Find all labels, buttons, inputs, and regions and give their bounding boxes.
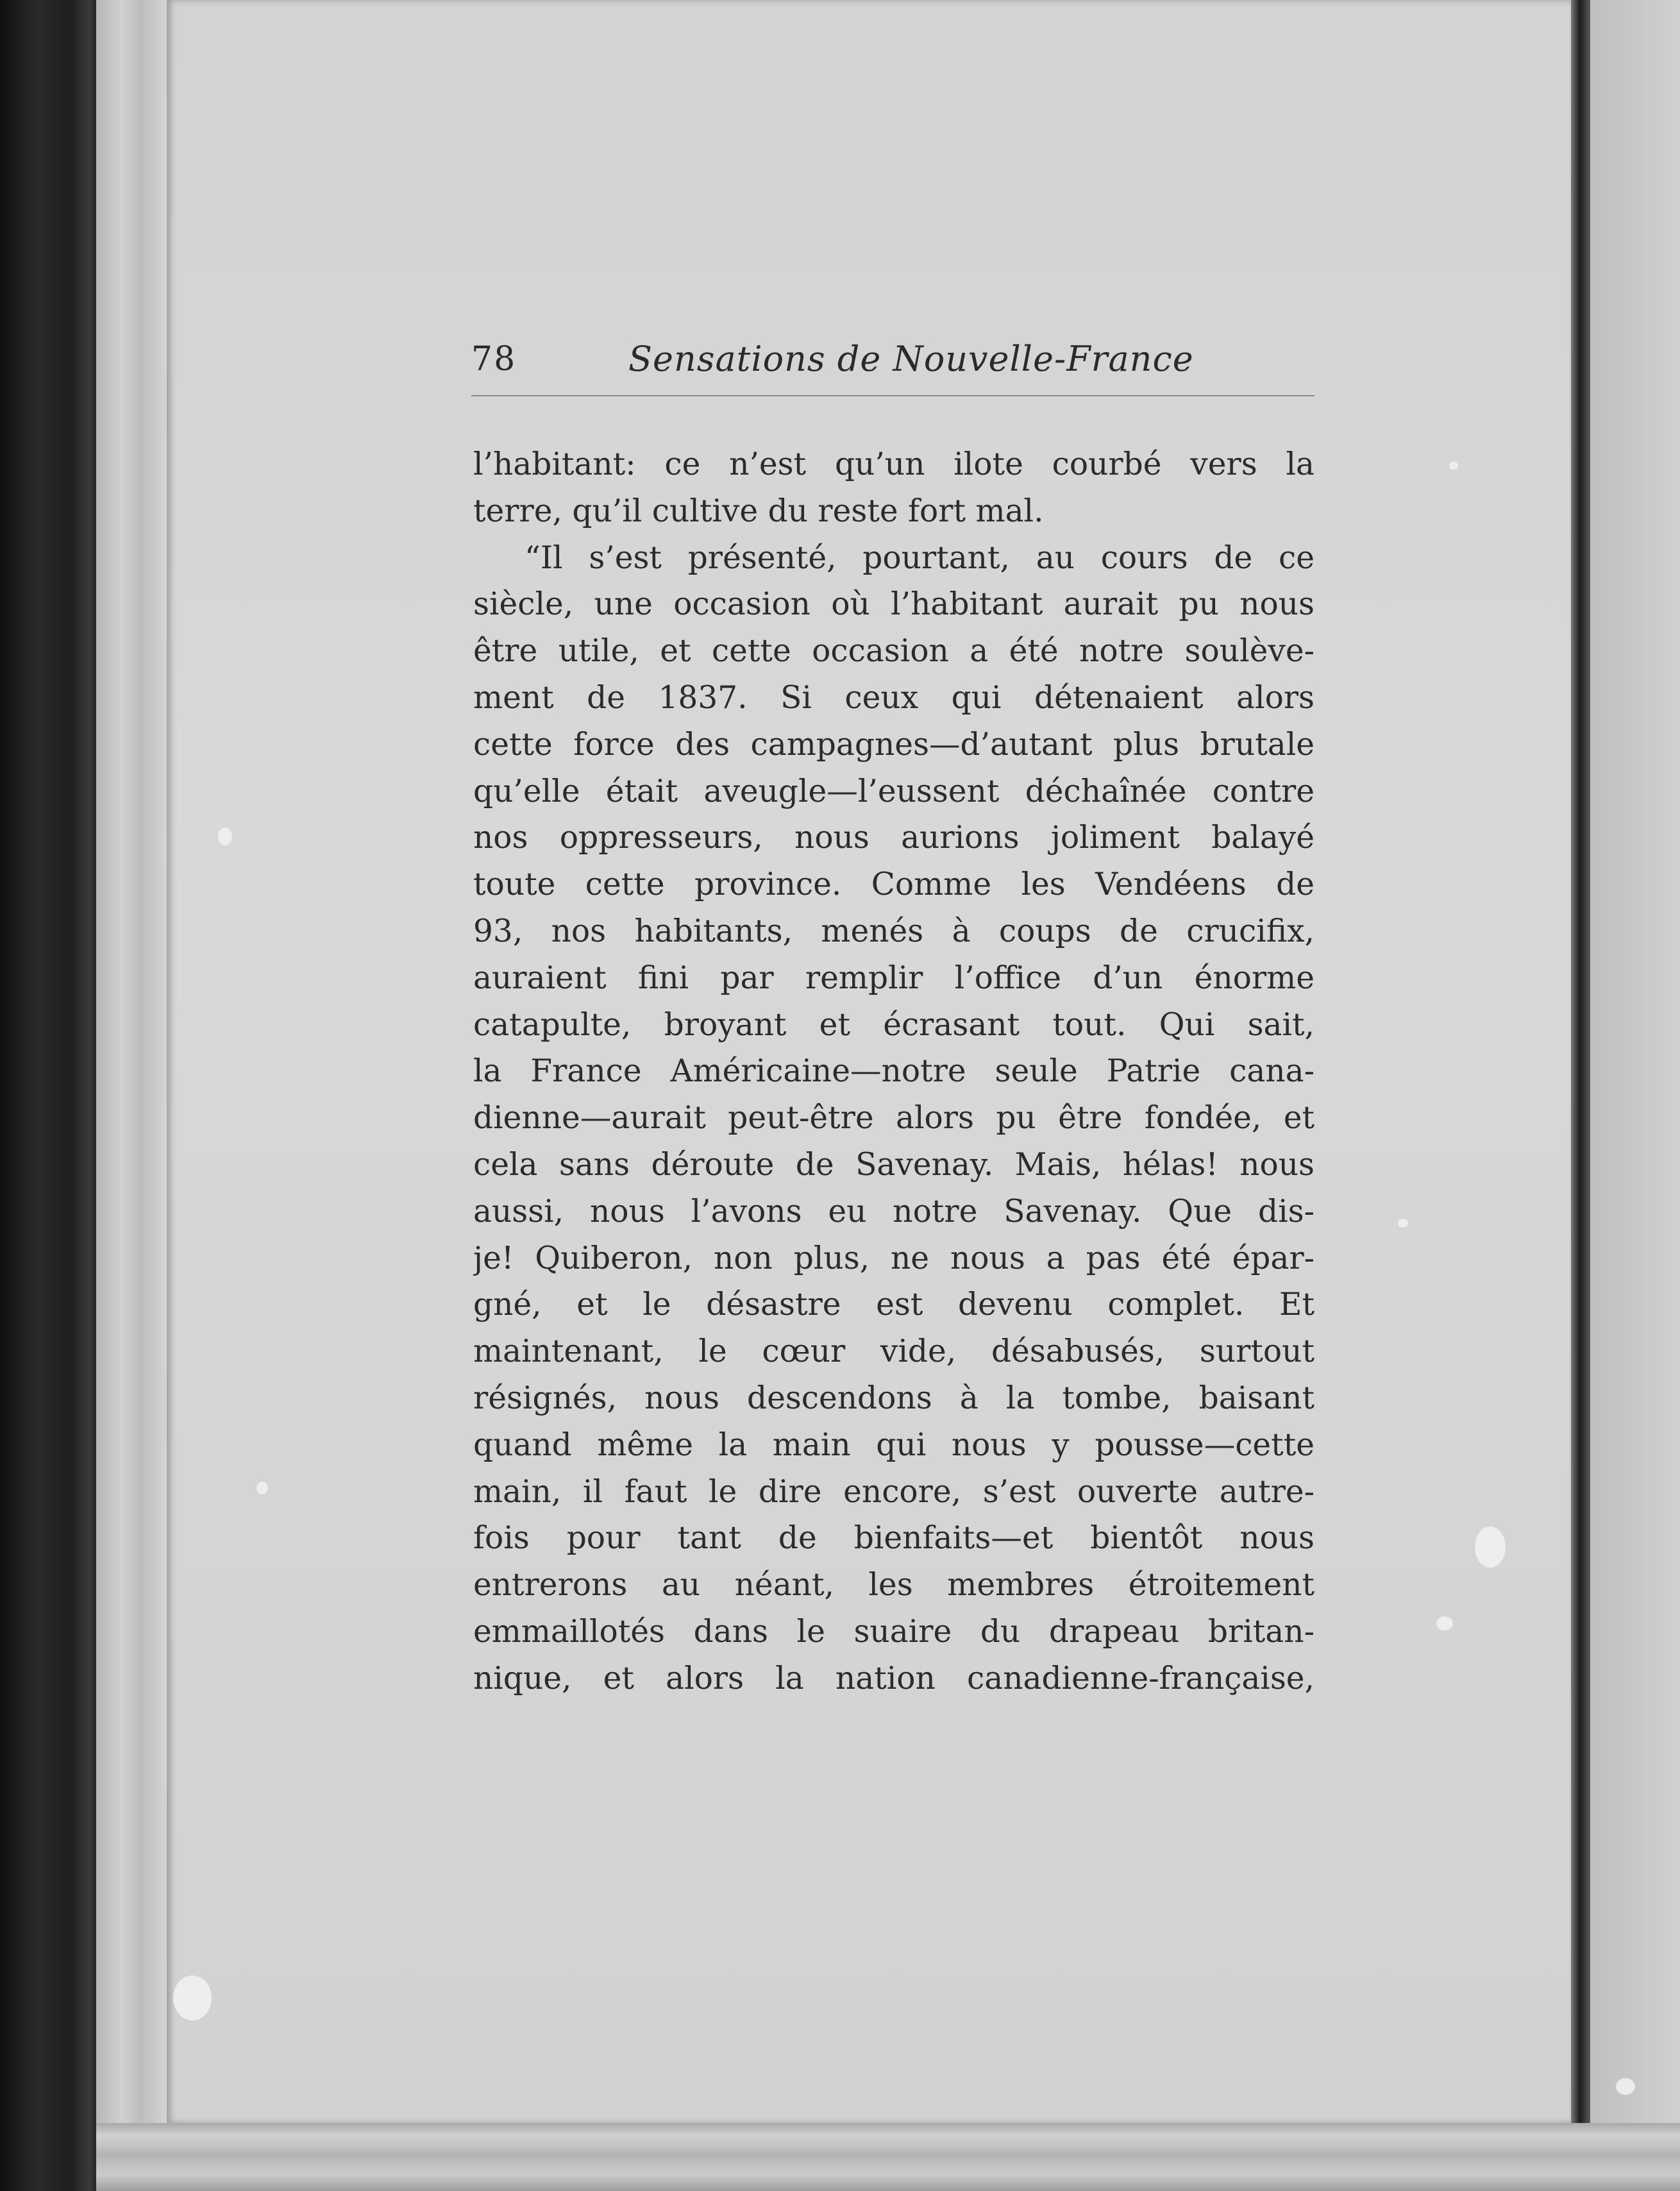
paper-speck	[256, 1482, 268, 1494]
text-line: 93, nos habitants, menés à coups de crucifix,	[473, 913, 1315, 949]
text-line: cette force des campagnes—d’autant plus brutale	[473, 726, 1315, 763]
text-line: “Il s’est présenté, pourtant, au cours de ce	[525, 539, 1315, 576]
text-line: auraient fini par remplir l’office d’un énorme	[473, 960, 1315, 996]
text-line: ment de 1837. Si ceux qui détenaient alors	[473, 679, 1315, 716]
text-line: toute cette province. Comme les Vendéens de	[473, 867, 1315, 903]
paper-speck	[1398, 1219, 1408, 1228]
paper-speck	[1475, 1527, 1506, 1568]
text-line: dienne—aurait peut-être alors pu être fondée, et	[473, 1100, 1315, 1137]
paper-speck	[1616, 2078, 1635, 2095]
text-line: cela sans déroute de Savenay. Mais, hélas! nous	[473, 1146, 1315, 1183]
text-line: emmaillotés dans le suaire du drapeau britan-	[473, 1613, 1315, 1650]
text-line: résignés, nous descendons à la tombe, baisant	[473, 1380, 1315, 1416]
text-line: entrerons au néant, les membres étroitement	[473, 1567, 1315, 1603]
text-line: être utile, et cette occasion a été notre soulève-	[473, 633, 1315, 670]
page-number: 78	[471, 340, 517, 378]
text-line: quand même la main qui nous y pousse—cette	[473, 1426, 1315, 1463]
text-line: qu’elle était aveugle—l’eussent déchaînée contre	[473, 773, 1315, 809]
text-line: catapulte, broyant et écrasant tout. Qui sait,	[473, 1006, 1315, 1043]
text-line: fois pour tant de bienfaits—et bientôt nous	[473, 1520, 1315, 1557]
text-line: main, il faut le dire encore, s’est ouverte autre-	[473, 1473, 1315, 1510]
facing-page-edge	[1590, 0, 1680, 2123]
text-line: je! Quiberon, non plus, ne nous a pas été épar-	[473, 1240, 1315, 1276]
body-text	[473, 441, 1315, 1702]
text-line: nos oppresseurs, nous aurions joliment balayé	[473, 820, 1315, 856]
text-line: l’habitant: ce n’est qu’un ilote courbé vers la	[473, 446, 1315, 482]
text-line: gné, et le désastre est devenu complet. Et	[473, 1287, 1315, 1323]
text-line: siècle, une occasion où l’habitant aurait pu nous	[473, 586, 1315, 623]
paper-speck	[218, 827, 232, 845]
paper-speck	[1449, 462, 1458, 470]
text-line: la France Américaine—notre seule Patrie cana-	[473, 1053, 1315, 1090]
page-header	[471, 334, 1315, 396]
bottom-page-edge	[96, 2123, 1680, 2191]
paper-speck	[1436, 1616, 1453, 1630]
text-line: aussi, nous l’avons eu notre Savenay. Que dis-	[473, 1193, 1315, 1230]
book-gutter	[1571, 0, 1590, 2123]
text-line: terre, qu’il cultive du reste fort mal.	[473, 493, 1044, 529]
paper-speck	[173, 1975, 212, 2020]
text-line: nique, et alors la nation canadienne-française,	[473, 1660, 1315, 1696]
text-line: maintenant, le cœur vide, désabusés, surtout	[473, 1333, 1315, 1370]
running-title: Sensations de Nouvelle-France	[628, 339, 1194, 379]
